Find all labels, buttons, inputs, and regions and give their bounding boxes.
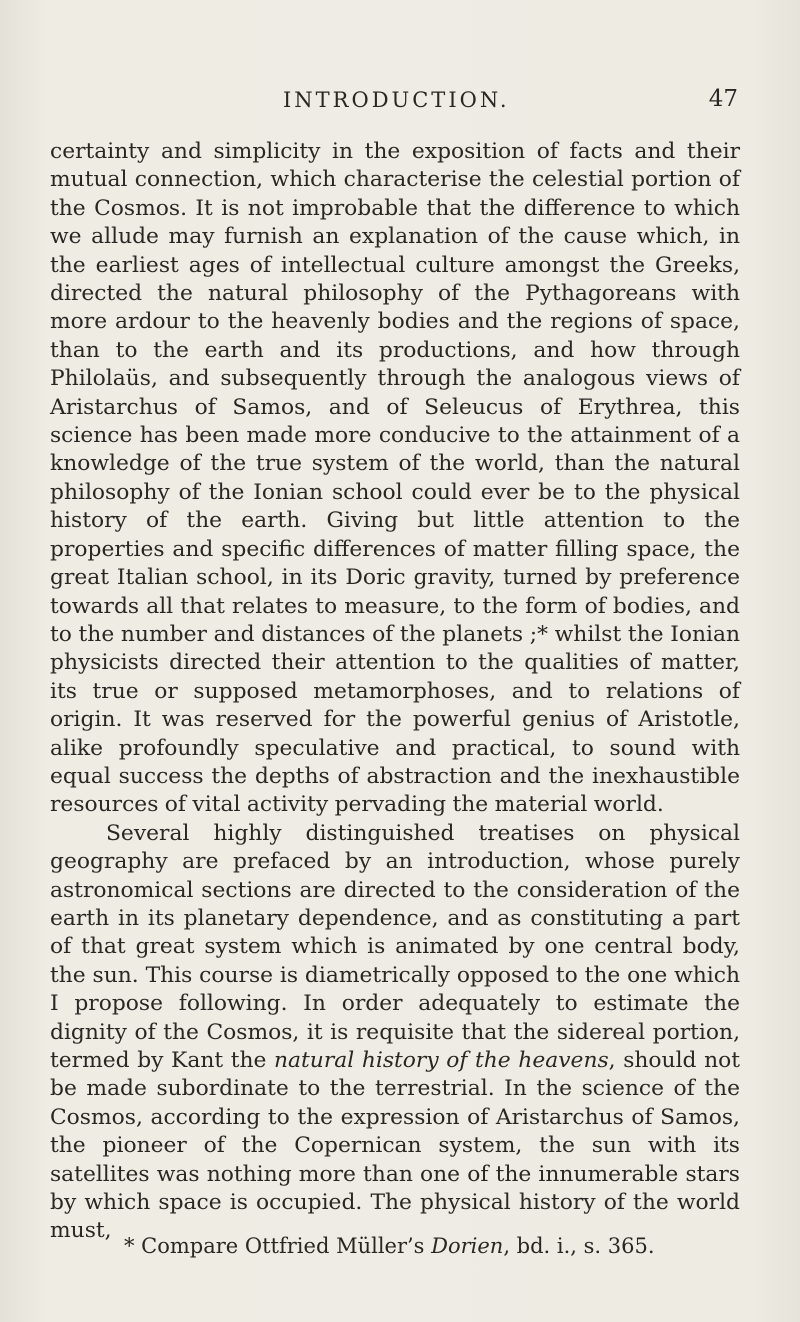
footnote-text-start: * Compare Ottfried Müller’s [124,1234,432,1258]
paragraph-2-text-start: Several highly distinguished treatises on physical geography are prefaced by an introduction, whose purely astronomical sections are directed to the consideration of the earth in its planetary dependence, and as constituting a part of that great system which is animated by one central body, the sun. This course is diametrically opposed to the one which I propose following. In order adequately to estimate the dignity of the Cosmos, it is requisite that the sidereal portion, termed by Kant the [50,820,740,1073]
paragraph-1: certainty and simplicity in the exposition of facts and their mutual connection, which characterise the celestial portion of the Cosmos. It is not improbable that the difference to which we allude may furnish an explanation of the cause which, in the earliest ages of intellectual culture amongst the Greeks, directed the natural philosophy of the Pythagoreans with more ardour to the heavenly bodies and the regions of space, than to the earth and its productions, and how through Philolaüs, and subsequently through the analogous views of Aristarchus of Samos, and of Seleucus of Erythrea, this science has been made more conducive to the attainment of a knowledge of the true system of the world, than the natural philosophy of the Ionian school could ever be to the physical history of the earth. Giving but little attention to the properties and specific differences of matter filling space, the great Italian school, in its Doric gravity, turned by preference towards all that relates to measure, to the form of bodies, and to the number and distances of the planets ;* whilst the Ionian physicists directed their attention to the qualities of matter, its true or supposed metamorphoses, and to relations of origin. It was reserved for the powerful genius of Aristotle, alike profoundly speculative and practical, to sound with equal success the depths of abstraction and the inexhaustible resources of vital activity pervading the material world. [50,139,740,818]
page-header [283,88,738,120]
paragraph-2-italic-title: natural history of the heavens [274,1048,609,1073]
paragraph-2-text-end: , should not be made subordinate to the terrestrial. In the science of the Cosmos, according to the expression of Aristarchus of Samos, the pioneer of the Copernican system, the sun with its satellites was nothing more than one of the innumerable stars by which space is occupied. The physical history of the world must, [50,1048,741,1244]
footnote-text-end: , bd. i., s. 365. [503,1234,655,1258]
footnote [124,1232,724,1260]
paragraph-2 [50,820,740,1246]
footnote-italic-title: Dorien [431,1234,504,1258]
running-head: INTRODUCTION. [283,88,510,112]
page-number: 47 [708,86,738,112]
body-text [50,138,740,1246]
